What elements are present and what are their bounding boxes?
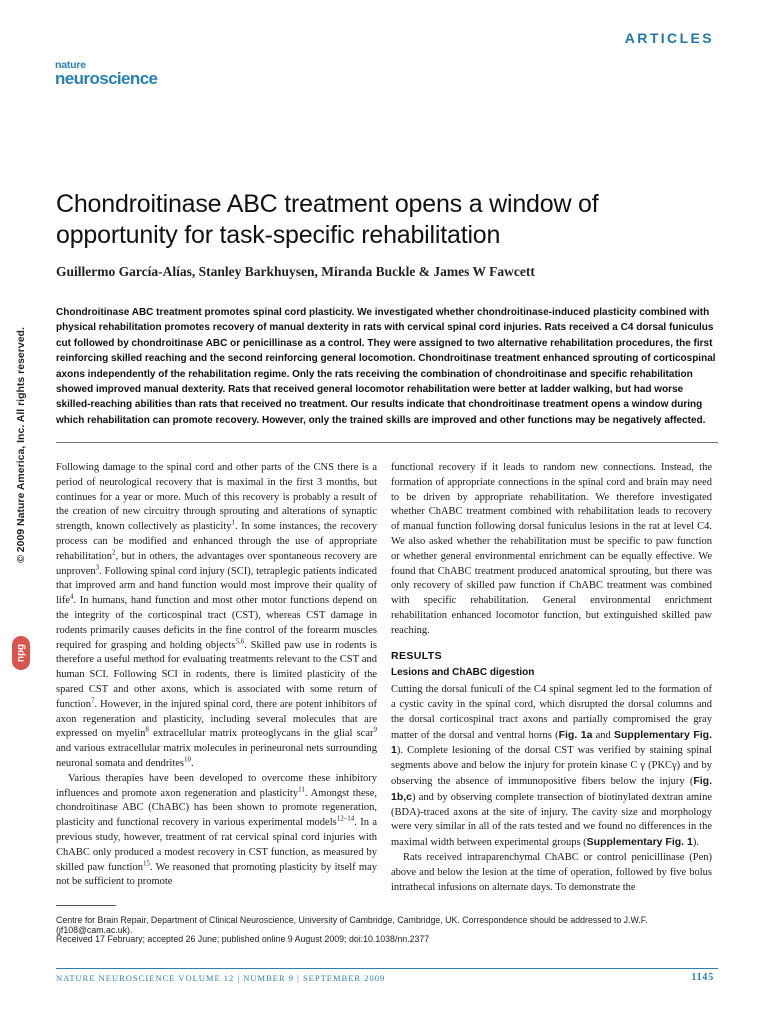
body-paragraph: Following damage to the spinal cord and other parts of the CNS there is a period of neurological recovery that is maximal in the first 3 months, but continues for a year or more. Much of this recovery is probably a result of the creation of new circuitry through sprouting and alterations of synaptic strength, known collectively as plasticity$^1$. In some instances, the recovery process can be modified and enhanced through the use of appropriate rehabilitation$^2$, but in others, the advantages over spontaneous recovery are unproven$^3$. Following spinal cord injury (SCI), tetraplegic patients indicated that improved arm and hand function would most improve their quality of life$^4$. In humans, hand function and most other motor functions depend on the integrity of the corticospinal tract (CST), whereas CST damage in rodents primarily causes deficits in the fine control of the forearm muscles required for grasping and holding objects$^{5,6}$. Skilled paw use in rodents is therefore a useful method for evaluating treatments relevant to the CST and human SCI. Following SCI in rodents, there is limited plasticity of the spared CST and other axons, which is associated with some return of function$^7$. However, in the injured spinal cord, there are potent inhibitors of axon regeneration and plasticity, including several molecules that are expressed on myelin$^8$ extracellular matrix proteoglycans in the glial scar$^9$ and various extracellular matrix molecules in perineuronal nets surrounding neuronal somata and dendrites$^{10}$. bbox=[56, 462, 378, 769]
affiliation-footnote: Centre for Brain Repair, Department of Clinical Neuroscience, University of Cambridge, Cambridge, UK. Correspondence should be addressed to J.W.F. (jf108@cam.ac.uk). bbox=[56, 915, 648, 935]
body-column-right bbox=[391, 461, 712, 895]
page-number: 1145 bbox=[691, 972, 714, 983]
npg-badge-text: npg bbox=[15, 643, 27, 663]
figure-reference[interactable]: Fig. 1b,c bbox=[391, 774, 712, 803]
supplementary-figure-reference[interactable]: Supplementary Fig. 1 bbox=[586, 836, 693, 849]
section-label: ARTICLES bbox=[624, 30, 714, 46]
copyright-text: © 2009 Nature America, Inc. All rights reserved. bbox=[15, 327, 27, 563]
body-column-left bbox=[56, 461, 377, 890]
logo-line-nature: nature bbox=[55, 59, 86, 71]
results-heading: RESULTS bbox=[391, 649, 443, 662]
publication-dates: Received 17 February; accepted 26 June; published online 9 August 2009; doi:10.1038/nn.2377 bbox=[56, 934, 430, 944]
npg-logo-badge bbox=[12, 636, 30, 670]
body-paragraph: Various therapies have been developed to overcome these inhibitory influences and promote axon regeneration and plasticity$^{11}$. Amongst these, chondroitinase ABC (ChABC) has been shown to promote regeneration, plasticity and functional recovery in various experimental models$^{12-14}$. In a previous study, however, treatment of rat cervical spinal cord injuries with ChABC only produced a modest recovery in CST function, as measured by skilled paw function$^{15}$. We reasoned that promoting plasticity by itself may not be sufficient to promote bbox=[56, 772, 377, 888]
supplementary-figure-reference[interactable]: Supplementary Fig. 1 bbox=[391, 728, 712, 757]
body-paragraph: functional recovery if it leads to random new connections. Instead, the formation of appropriate connections in the spinal cord and brain may need to be driven by appropriate rehabilitation. We therefore investigated whether ChABC treatment combined with rehabilitation leads to recovery of manual function following dorsal funiculus lesions in the rat at level C4. We also asked whether the rehabilitation must be specific to paw function or whether general environmental enrichment can be equally effective. We found that ChABC treatment produced anatomical sprouting, but there was only recovery of skilled paw function if ChABC treatment was combined with specific rehabilitation. General environmental enrichment rehabilitation enhanced locomotor function, but extinguished skilled paw reaching. bbox=[391, 462, 712, 636]
article-abstract: Chondroitinase ABC treatment promotes spinal cord plasticity. We investigated whether chondroitinase-induced plasticity combined with physical rehabilitation promotes recovery of manual dexterity in rats with cervical spinal cord injuries. Rats received a C4 dorsal funiculus cut followed by chondroitinase ABC or penicillinase as a control. They were assigned to two alternative rehabilitation procedures, the first reinforcing skilled reaching and the second reinforcing general locomotion. Chondroitinase treatment enhanced sprouting of corticospinal axons independently of the rehabilitation regime. Only the rats receiving the combination of chondroitinase and specific rehabilitation showed improved manual dexterity. Rats that received general locomotor rehabilitation were better at ladder walking, but had worse skilled-reaching abilities than rats that received no treatment. Our results indicate that chondroitinase treatment opens a window during which rehabilitation can promote recovery. However, only the trained skills are improved and other functions may be negatively affected. bbox=[56, 307, 716, 426]
article-authors: Guillermo García-Alías, Stanley Barkhuysen, Miranda Buckle & James W Fawcett bbox=[56, 264, 535, 279]
subsection-heading: Lesions and ChABC digestion bbox=[391, 667, 535, 679]
abstract-divider bbox=[56, 442, 718, 443]
figure-reference[interactable]: Fig. 1a bbox=[558, 728, 593, 741]
article-title: Chondroitinase ABC treatment opens a window of opportunity for task-specific rehabilitation bbox=[56, 190, 599, 249]
journal-logo bbox=[55, 60, 157, 87]
footnote-divider bbox=[56, 905, 116, 906]
footer-divider bbox=[56, 968, 718, 969]
journal-issue-info: NATURE NEUROSCIENCE VOLUME 12 | NUMBER 9 | SEPTEMBER 2009 bbox=[56, 973, 386, 983]
body-paragraph: Rats received intraparenchymal ChABC or control penicillinase (Pen) above and below the lesion at the time of operation, followed by five bolus intrathecal infusions on alternate days. To demonstrate the bbox=[391, 851, 712, 893]
logo-line-neuroscience: neuroscience bbox=[55, 69, 158, 88]
body-paragraph: Cutting the dorsal funiculi of the C4 spinal segment led to the formation of a cystic cavity in the spinal cord, which disrupted the dorsal columns and the dorsal corticospinal tract axons and partially compromised the gray matter of the dorsal and ventral horns (Fig. 1a and Supplementary Fig. 1). Complete lesioning of the dorsal CST was verified by staining spinal segments above and below the injury for protein kinase C γ (PKCγ) and by observing the absence of immunopositive fibers below the injury (Fig. 1b,c) and by observing complete transection of biotinylated dextran amine (BDA)-traced axons at the site of injury. The cavity size and morphology were very similar in all of the rats tested and we found no differences in the maximal width between experimental groups (Supplementary Fig. 1). bbox=[391, 684, 712, 849]
